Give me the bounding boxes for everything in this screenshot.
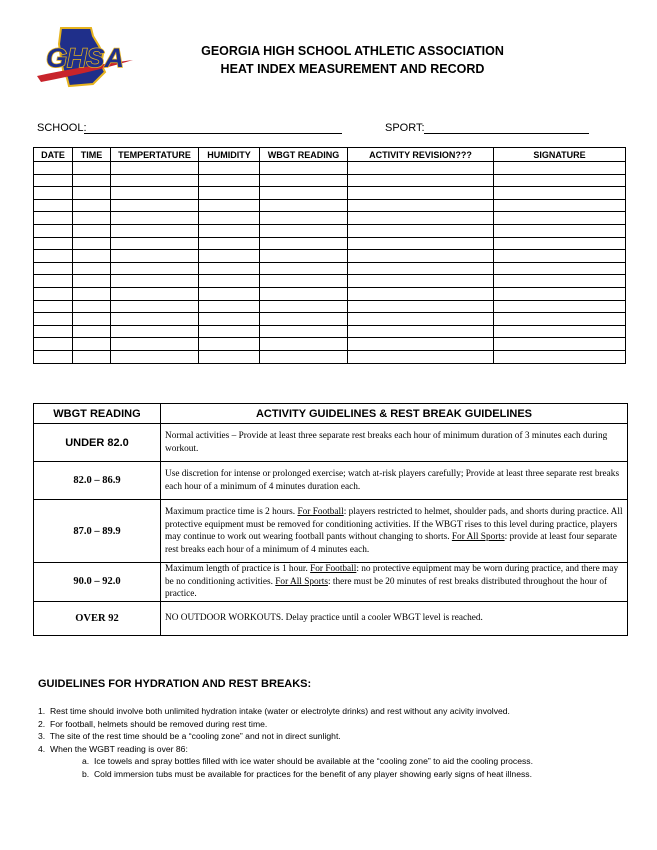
- record-row: [34, 237, 626, 250]
- column-header-activity-revision: ACTIVITY REVISION???: [348, 148, 494, 162]
- record-cell-time[interactable]: [73, 162, 111, 175]
- record-cell-signature[interactable]: [494, 250, 626, 263]
- record-cell-temperature[interactable]: [111, 325, 199, 338]
- record-cell-wbgt-reading[interactable]: [260, 237, 348, 250]
- record-cell-temperature[interactable]: [111, 313, 199, 326]
- column-header-humidity: HUMIDITY: [199, 148, 260, 162]
- record-cell-wbgt-reading[interactable]: [260, 224, 348, 237]
- record-cell-signature[interactable]: [494, 199, 626, 212]
- record-cell-temperature[interactable]: [111, 212, 199, 225]
- record-cell-time[interactable]: [73, 174, 111, 187]
- activity-guidelines-table: [33, 403, 628, 636]
- record-cell-date[interactable]: [34, 199, 73, 212]
- record-cell-signature[interactable]: [494, 224, 626, 237]
- sport-label: SPORT:: [385, 122, 425, 134]
- record-row: [34, 275, 626, 288]
- record-row: [34, 250, 626, 263]
- record-cell-humidity[interactable]: [199, 275, 260, 288]
- record-cell-humidity[interactable]: [199, 199, 260, 212]
- record-cell-time[interactable]: [73, 224, 111, 237]
- list-marker: b.: [82, 768, 90, 779]
- record-cell-time[interactable]: [73, 287, 111, 300]
- record-row: [34, 300, 626, 313]
- record-cell-humidity[interactable]: [199, 325, 260, 338]
- record-row: [34, 287, 626, 300]
- record-cell-humidity[interactable]: [199, 212, 260, 225]
- record-cell-time[interactable]: [73, 338, 111, 351]
- record-cell-wbgt-reading[interactable]: [260, 199, 348, 212]
- record-cell-activity-revision[interactable]: [348, 237, 494, 250]
- record-cell-wbgt-reading[interactable]: [260, 187, 348, 200]
- record-cell-wbgt-reading[interactable]: [260, 300, 348, 313]
- column-header-temperature: TEMPERTATURE: [111, 148, 199, 162]
- record-cell-activity-revision[interactable]: [348, 187, 494, 200]
- record-cell-signature[interactable]: [494, 174, 626, 187]
- record-cell-time[interactable]: [73, 237, 111, 250]
- record-cell-humidity[interactable]: [199, 300, 260, 313]
- list-item: [38, 718, 638, 731]
- record-cell-temperature[interactable]: [111, 162, 199, 175]
- column-header-wbgt: WBGT READING: [34, 404, 161, 424]
- record-cell-signature[interactable]: [494, 275, 626, 288]
- record-cell-date[interactable]: [34, 275, 73, 288]
- record-cell-wbgt-reading[interactable]: [260, 338, 348, 351]
- guideline-row: [34, 424, 628, 462]
- ghsa-logo: [33, 24, 137, 90]
- list-marker: 4.: [38, 743, 46, 754]
- record-cell-temperature[interactable]: [111, 187, 199, 200]
- list-item-text: The site of the rest time should be a “cooling zone” and not in direct sunlight.: [49, 731, 341, 742]
- record-cell-temperature[interactable]: [111, 199, 199, 212]
- record-cell-time[interactable]: [73, 250, 111, 263]
- record-cell-activity-revision[interactable]: [348, 250, 494, 263]
- guideline-text: Maximum length of practice is 1 hour. For Football: no protective equipment may be worn during practice, and there may be no conditioning activities. For All Sports: there must be 20 minutes of rest breaks distributed throughout the hour of practice.: [161, 563, 628, 602]
- header-title-line1: GEORGIA HIGH SCHOOL ATHLETIC ASSOCIATION: [201, 44, 504, 58]
- record-cell-humidity[interactable]: [199, 338, 260, 351]
- record-cell-wbgt-reading[interactable]: [260, 350, 348, 363]
- record-cell-date[interactable]: [34, 224, 73, 237]
- guideline-text: Maximum practice time is 2 hours. For Football: players restricted to helmet, shoulder pads, and shorts during practice. All protective equipment must be removed for conditioning activities. If the WBGT rises to this level during practice, players may continue to work out wearing football pants without changing to shorts. For All Sports: provide at least four separate rest breaks each hour of a minimum of 4 minutes each.: [161, 500, 628, 563]
- record-cell-wbgt-reading[interactable]: [260, 174, 348, 187]
- list-marker: 1.: [38, 706, 46, 716]
- record-cell-signature[interactable]: [494, 237, 626, 250]
- record-cell-date[interactable]: [34, 300, 73, 313]
- record-cell-signature[interactable]: [494, 350, 626, 363]
- record-cell-activity-revision[interactable]: [348, 325, 494, 338]
- record-cell-activity-revision[interactable]: [348, 313, 494, 326]
- record-row: [34, 350, 626, 363]
- list-item-text: Cold immersion tubs must be available for practices for the benefit of any player showing early signs of heat illness.: [93, 768, 532, 779]
- record-cell-humidity[interactable]: [199, 162, 260, 175]
- record-cell-activity-revision[interactable]: [348, 287, 494, 300]
- record-cell-activity-revision[interactable]: [348, 212, 494, 225]
- record-cell-signature[interactable]: [494, 187, 626, 200]
- guideline-row: [34, 500, 628, 563]
- record-cell-time[interactable]: [73, 212, 111, 225]
- record-header-row: [34, 148, 626, 162]
- list-marker: 3.: [38, 731, 46, 742]
- record-cell-time[interactable]: [73, 325, 111, 338]
- wbgt-range: UNDER 82.0: [34, 424, 161, 462]
- record-cell-wbgt-reading[interactable]: [260, 287, 348, 300]
- record-cell-wbgt-reading[interactable]: [260, 212, 348, 225]
- list-item-text: Rest time should involve both unlimited hydration intake (water or electrolyte drinks) and rest without any acivity involved.: [49, 706, 510, 716]
- record-cell-humidity[interactable]: [199, 287, 260, 300]
- record-cell-temperature[interactable]: [111, 300, 199, 313]
- record-cell-wbgt-reading[interactable]: [260, 162, 348, 175]
- record-cell-signature[interactable]: [494, 325, 626, 338]
- record-cell-activity-revision[interactable]: [348, 262, 494, 275]
- record-cell-time[interactable]: [73, 275, 111, 288]
- record-cell-temperature[interactable]: [111, 237, 199, 250]
- column-header-date: DATE: [34, 148, 73, 162]
- record-cell-wbgt-reading[interactable]: [260, 275, 348, 288]
- guideline-text: Normal activities – Provide at least three separate rest breaks each hour of minimum duration of 3 minutes each during workout.: [161, 424, 628, 462]
- record-cell-time[interactable]: [73, 350, 111, 363]
- record-cell-temperature[interactable]: [111, 338, 199, 351]
- record-cell-date[interactable]: [34, 287, 73, 300]
- record-cell-humidity[interactable]: [199, 187, 260, 200]
- record-cell-wbgt-reading[interactable]: [260, 325, 348, 338]
- record-cell-activity-revision[interactable]: [348, 199, 494, 212]
- record-cell-humidity[interactable]: [199, 224, 260, 237]
- record-cell-activity-revision[interactable]: [348, 275, 494, 288]
- school-label: SCHOOL:: [37, 122, 87, 134]
- record-cell-humidity[interactable]: [199, 313, 260, 326]
- hydration-list: [38, 705, 638, 781]
- record-cell-date[interactable]: [34, 338, 73, 351]
- list-item-text: Ice towels and spray bottles filled with ice water should be available at the “cooling zone” to aid the cooling process.: [93, 756, 533, 767]
- record-cell-date[interactable]: [34, 162, 73, 175]
- list-item: [38, 743, 638, 756]
- record-cell-temperature[interactable]: [111, 287, 199, 300]
- list-marker: a.: [82, 756, 90, 767]
- record-cell-humidity[interactable]: [199, 237, 260, 250]
- wbgt-range: OVER 92: [34, 601, 161, 635]
- record-cell-humidity[interactable]: [199, 262, 260, 275]
- record-cell-humidity[interactable]: [199, 174, 260, 187]
- record-cell-date[interactable]: [34, 325, 73, 338]
- column-header-signature: SIGNATURE: [494, 148, 626, 162]
- column-header-time: TIME: [73, 148, 111, 162]
- record-cell-activity-revision[interactable]: [348, 174, 494, 187]
- list-subitem: [38, 755, 638, 768]
- record-cell-temperature[interactable]: [111, 224, 199, 237]
- record-row: [34, 187, 626, 200]
- record-cell-time[interactable]: [73, 313, 111, 326]
- record-cell-wbgt-reading[interactable]: [260, 250, 348, 263]
- record-row: [34, 313, 626, 326]
- record-cell-temperature[interactable]: [111, 250, 199, 263]
- record-cell-signature[interactable]: [494, 262, 626, 275]
- record-cell-date[interactable]: [34, 237, 73, 250]
- record-cell-temperature[interactable]: [111, 275, 199, 288]
- record-cell-activity-revision[interactable]: [348, 224, 494, 237]
- guidelines-header-row: [34, 404, 628, 424]
- page-header: [140, 42, 565, 78]
- list-item: [38, 705, 638, 718]
- record-cell-signature[interactable]: [494, 162, 626, 175]
- list-item-text: For football, helmets should be removed during rest time.: [49, 718, 268, 729]
- column-header-wbgt-reading: WBGT READING: [260, 148, 348, 162]
- record-cell-activity-revision[interactable]: [348, 300, 494, 313]
- record-cell-humidity[interactable]: [199, 250, 260, 263]
- record-cell-activity-revision[interactable]: [348, 350, 494, 363]
- record-row: [34, 224, 626, 237]
- heat-index-record-table: [33, 147, 626, 364]
- record-cell-signature[interactable]: [494, 338, 626, 351]
- record-cell-wbgt-reading[interactable]: [260, 313, 348, 326]
- record-cell-signature[interactable]: [494, 212, 626, 225]
- record-row: [34, 162, 626, 175]
- record-cell-date[interactable]: [34, 174, 73, 187]
- record-cell-time[interactable]: [73, 187, 111, 200]
- record-cell-time[interactable]: [73, 199, 111, 212]
- record-cell-signature[interactable]: [494, 313, 626, 326]
- column-header-guidelines: ACTIVITY GUIDELINES & REST BREAK GUIDELINES: [161, 404, 628, 424]
- record-cell-time[interactable]: [73, 262, 111, 275]
- record-cell-date[interactable]: [34, 250, 73, 263]
- record-cell-temperature[interactable]: [111, 174, 199, 187]
- guideline-row: [34, 462, 628, 500]
- record-row: [34, 174, 626, 187]
- record-cell-date[interactable]: [34, 313, 73, 326]
- record-row: [34, 262, 626, 275]
- wbgt-range: 90.0 – 92.0: [34, 563, 161, 602]
- list-marker: 2.: [38, 718, 46, 729]
- record-cell-temperature[interactable]: [111, 262, 199, 275]
- logo-text: GHSA: [45, 43, 125, 73]
- record-cell-humidity[interactable]: [199, 350, 260, 363]
- list-subitem: [38, 768, 638, 781]
- guideline-text: NO OUTDOOR WORKOUTS. Delay practice until a cooler WBGT level is reached.: [161, 601, 628, 635]
- guideline-row: [34, 563, 628, 602]
- record-cell-activity-revision[interactable]: [348, 338, 494, 351]
- header-title-line2: HEAT INDEX MEASUREMENT AND RECORD: [220, 62, 485, 76]
- record-cell-activity-revision[interactable]: [348, 162, 494, 175]
- record-row: [34, 325, 626, 338]
- record-cell-date[interactable]: [34, 212, 73, 225]
- record-cell-date[interactable]: [34, 187, 73, 200]
- record-cell-time[interactable]: [73, 300, 111, 313]
- record-cell-signature[interactable]: [494, 300, 626, 313]
- record-row: [34, 212, 626, 225]
- record-row: [34, 199, 626, 212]
- record-cell-signature[interactable]: [494, 287, 626, 300]
- list-item: [38, 730, 638, 743]
- record-cell-date[interactable]: [34, 350, 73, 363]
- record-cell-temperature[interactable]: [111, 350, 199, 363]
- hydration-title: GUIDELINES FOR HYDRATION AND REST BREAKS:: [38, 678, 312, 690]
- sport-field[interactable]: [424, 133, 589, 134]
- guideline-text: Use discretion for intense or prolonged exercise; watch at-risk players carefully; Provide at least three separate rest breaks each hour of a minimum of 4 minutes duration each.: [161, 462, 628, 500]
- wbgt-range: 87.0 – 89.9: [34, 500, 161, 563]
- school-field[interactable]: [84, 133, 342, 134]
- record-cell-date[interactable]: [34, 262, 73, 275]
- record-cell-wbgt-reading[interactable]: [260, 262, 348, 275]
- record-body: [34, 162, 626, 364]
- record-row: [34, 338, 626, 351]
- guideline-row: [34, 601, 628, 635]
- wbgt-range: 82.0 – 86.9: [34, 462, 161, 500]
- list-item-text: When the WGBT reading is over 86:: [49, 743, 188, 754]
